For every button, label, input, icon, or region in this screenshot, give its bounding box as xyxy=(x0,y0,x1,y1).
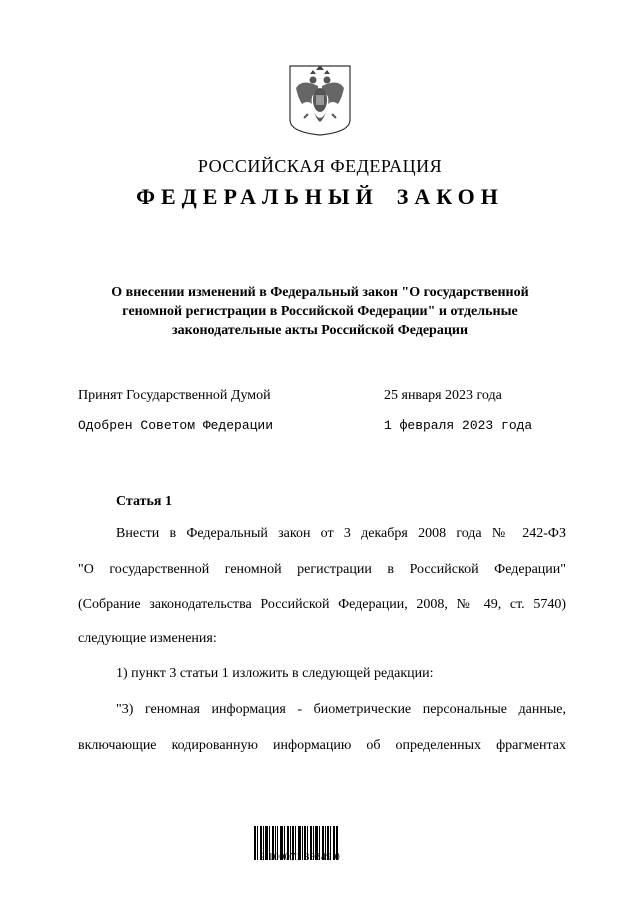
council-approval-date: 1 февраля 2023 года xyxy=(384,418,533,433)
council-approval-label: Одобрен Советом Федерации xyxy=(78,418,274,433)
article-heading: Статья 1 xyxy=(116,494,172,509)
law-title-word1: ФЕДЕРАЛЬНЫЙ xyxy=(136,184,379,209)
coat-of-arms-emblem xyxy=(288,64,352,136)
article-text-line: Внести в Федеральный закон от 3 декабря 2008 года № 242-ФЗ xyxy=(116,526,566,541)
article-text-line: 1) пункт 3 статьи 1 изложить в следующей редакции: xyxy=(116,666,434,681)
barcode-number: 2 100071 89349 0 xyxy=(259,852,341,863)
article-text-line: следующие изменения: xyxy=(78,631,217,646)
article-text-line: "3) геномная информация - биометрические персональные данные, xyxy=(116,702,566,717)
law-subject xyxy=(80,283,560,340)
subject-line: законодательные акты Российской Федерации xyxy=(171,323,469,338)
article-text-line: "О государственной геномной регистрации в Российской Федерации" xyxy=(78,562,566,577)
country-name: РОССИЙСКАЯ ФЕДЕРАЦИЯ xyxy=(197,156,443,176)
document-type-title xyxy=(0,184,640,210)
subject-line: О внесении изменений в Федеральный закон "О государственной xyxy=(111,285,529,300)
duma-adoption-date: 25 января 2023 года xyxy=(384,388,502,403)
law-title-word2: ЗАКОН xyxy=(396,184,504,209)
article-text-line: включающие кодированную информацию об определенных фрагментах xyxy=(78,738,566,753)
subject-line: геномной регистрации в Российской Федерации" и отдельные xyxy=(122,304,518,319)
article-text-line: (Собрание законодательства Российской Федерации, 2008, № 49, ст. 5740) xyxy=(78,597,566,612)
duma-adoption-label: Принят Государственной Думой xyxy=(78,388,271,403)
